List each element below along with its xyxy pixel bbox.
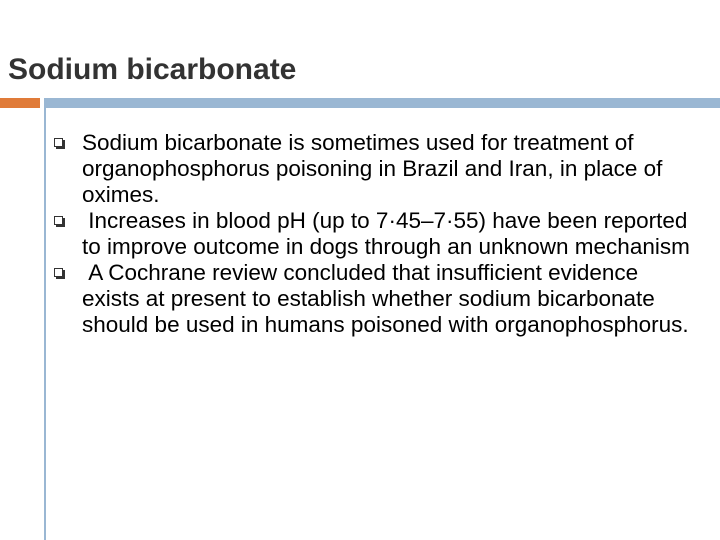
bullet-item xyxy=(0,208,720,260)
bullet-text: Sodium bicarbonate is sometimes used for treatment of organophosphorus poisoning in Brazil and Iran, in place of oximes. xyxy=(82,130,663,207)
accent-bar xyxy=(44,98,720,108)
bullet-text: A Cochrane review concluded that insufficient evidence exists at present to establish whether sodium bicarbonate should be used in humans poisoned with organophosphorus. xyxy=(82,260,689,337)
square-bullet-icon xyxy=(54,138,63,147)
square-bullet-icon xyxy=(54,268,63,277)
bullet-item xyxy=(0,260,720,338)
accent-block xyxy=(0,98,40,108)
bullet-item xyxy=(0,130,720,208)
bullet-list xyxy=(0,130,720,338)
square-bullet-icon xyxy=(54,216,63,225)
slide-title: Sodium bicarbonate xyxy=(8,53,297,86)
bullet-text: Increases in blood pH (up to 7·45–7·55) have been reported to improve outcome in dogs through an unknown mechanism xyxy=(82,208,694,259)
